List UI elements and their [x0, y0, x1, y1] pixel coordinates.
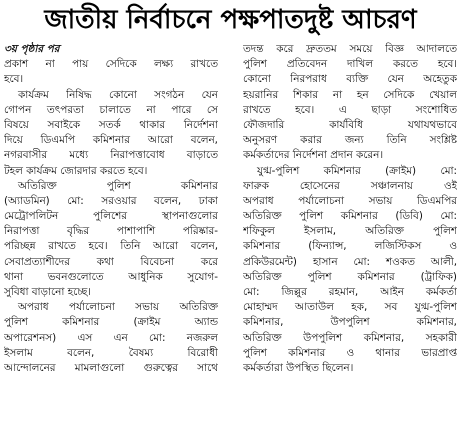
text-line: থানা ভবনগুলোতে আধুনিক সুযোগ- [4, 270, 218, 283]
text-line: রাখতে হবে। এ ছাড়া সংশোধিত [243, 103, 457, 116]
text-line: অতিরিক্ত পুলিশ কমিশনার (ট্রাফিক) [243, 270, 457, 283]
text-line: অতিরিক্ত উপপুলিশ কমিশনার, সহকারী [243, 331, 457, 344]
left-column-text [4, 57, 218, 376]
text-line: ইসলাম বলেন, বৈষম্য বিরোধী [4, 346, 218, 359]
text-line: অতিরিক্ত পুলিশ কমিশনার [18, 179, 218, 192]
text-line: অনুসরণ করার জন্য তিনি সংশ্লিষ্ট [243, 134, 457, 147]
text-line: গোপন তৎপরতা চালাতে না পারে সে [4, 103, 218, 116]
text-line: বিষয়ে সবাইকে সতর্ক থাকার নির্দেশনা [4, 118, 218, 131]
text-line: অপরাধ পর্যালোচনা সভায় অতিরিক্ত [18, 301, 218, 314]
text-line: কমিশনার (ফিন্যান্স, লজিস্টিকস ও [243, 240, 457, 253]
text-line: সুবিধা বাড়ানো হচ্ছে। [4, 286, 91, 298]
text-line: হবে। [4, 73, 24, 86]
continued-from-label: ৩য় পৃষ্ঠার পর [4, 43, 60, 55]
text-line: আন্দোলনের মামলাগুলো গুরুত্বের সাথে [4, 361, 218, 374]
text-line: মো: জিল্লুর রহমান, আইন কর্মকর্তা [243, 286, 457, 298]
text-line: পুলিশ কমিশনার (ক্রাইম অ্যান্ড [4, 316, 218, 329]
text-line: মেট্রোপলিটন পুলিশের স্থাপনাগুলোর [4, 210, 218, 223]
text-line: শফিকুল ইসলাম, অতিরিক্ত পুলিশ [243, 225, 457, 238]
text-line: দিয়ে ডিএমপি কমিশনার আরো বলেন, [4, 134, 218, 147]
left-column [4, 42, 218, 438]
text-line: (অ্যাডমিন) মো: সরওয়ার বলেন, ঢাকা [4, 194, 218, 207]
text-line: টহল কার্যক্রম জোরদার করতে হবে। [4, 164, 148, 177]
text-line: নগরবাসীর মধ্যে নিরাপত্তাবোধ বাড়াতে [4, 149, 218, 162]
text-line: কমিশনার, উপপুলিশ কমিশনার, [243, 316, 457, 329]
text-line: পরিচ্ছন্ন রাখতে হবে। তিনি আরো বলেন, [4, 240, 218, 253]
text-line: যুগ্ম-পুলিশ কমিশনার (ক্রাইম) মো: [257, 164, 457, 177]
text-line: কর্মকর্তাদের নির্দেশনা প্রদান করেন। [243, 149, 384, 162]
text-line: পুলিশ প্রতিবেদন দাখিল করতে হবে। [243, 58, 457, 71]
text-line: কোনো নিরপরাধ ব্যক্তি যেন অহেতুক [243, 73, 457, 86]
text-line: কর্মকর্তারা উপস্থিত ছিলেন। [243, 361, 354, 374]
right-column [243, 42, 457, 438]
text-line: অপরাধ পর্যালোচনা সভায় ডিএমপির [243, 194, 457, 207]
text-line: মোহাম্মদ আতাউল হক, সব যুগ্ম-পুলিশ [243, 301, 457, 314]
text-line: নিরাপত্তা বৃদ্ধির পাশাপাশি পরিষ্কার- [4, 225, 218, 238]
text-line: অতিরিক্ত পুলিশ কমিশনার (ডিবি) মো: [243, 210, 457, 223]
text-line: ফারুক হোসেনের সঞ্চালনায় ওই [243, 179, 457, 192]
text-line: প্রকিউরমেন্ট) হাসান মো: শওকত আলী, [243, 255, 457, 268]
text-line: পুলিশ কমিশনার ও থানার ভারপ্রাপ্ত [243, 346, 457, 359]
text-line: তদন্ত করে দ্রুততম সময়ে বিজ্ঞ আদালতে [243, 43, 457, 55]
text-line: কার্যক্রম নিষিদ্ধ কোনো সংগঠন যেন [18, 88, 218, 101]
right-column-text [243, 42, 457, 376]
headline: জাতীয় নির্বাচনে পক্ষপাতদুষ্ট আচরণ [44, 5, 417, 35]
text-line: সেবাপ্রত্যাশীদের কথা বিবেচনা করে [4, 255, 218, 268]
text-line: অপারেশনস) এস এন মো: নজরুল [4, 331, 218, 344]
text-line: প্রকাশ না পায় সেদিকে লক্ষ্য রাখতে [4, 58, 218, 71]
text-line: হয়রানির শিকার না হন সেদিকে খেয়াল [243, 88, 457, 101]
text-line: ফৌজদারি কার্যবিধি যথাযথভাবে [243, 118, 457, 131]
